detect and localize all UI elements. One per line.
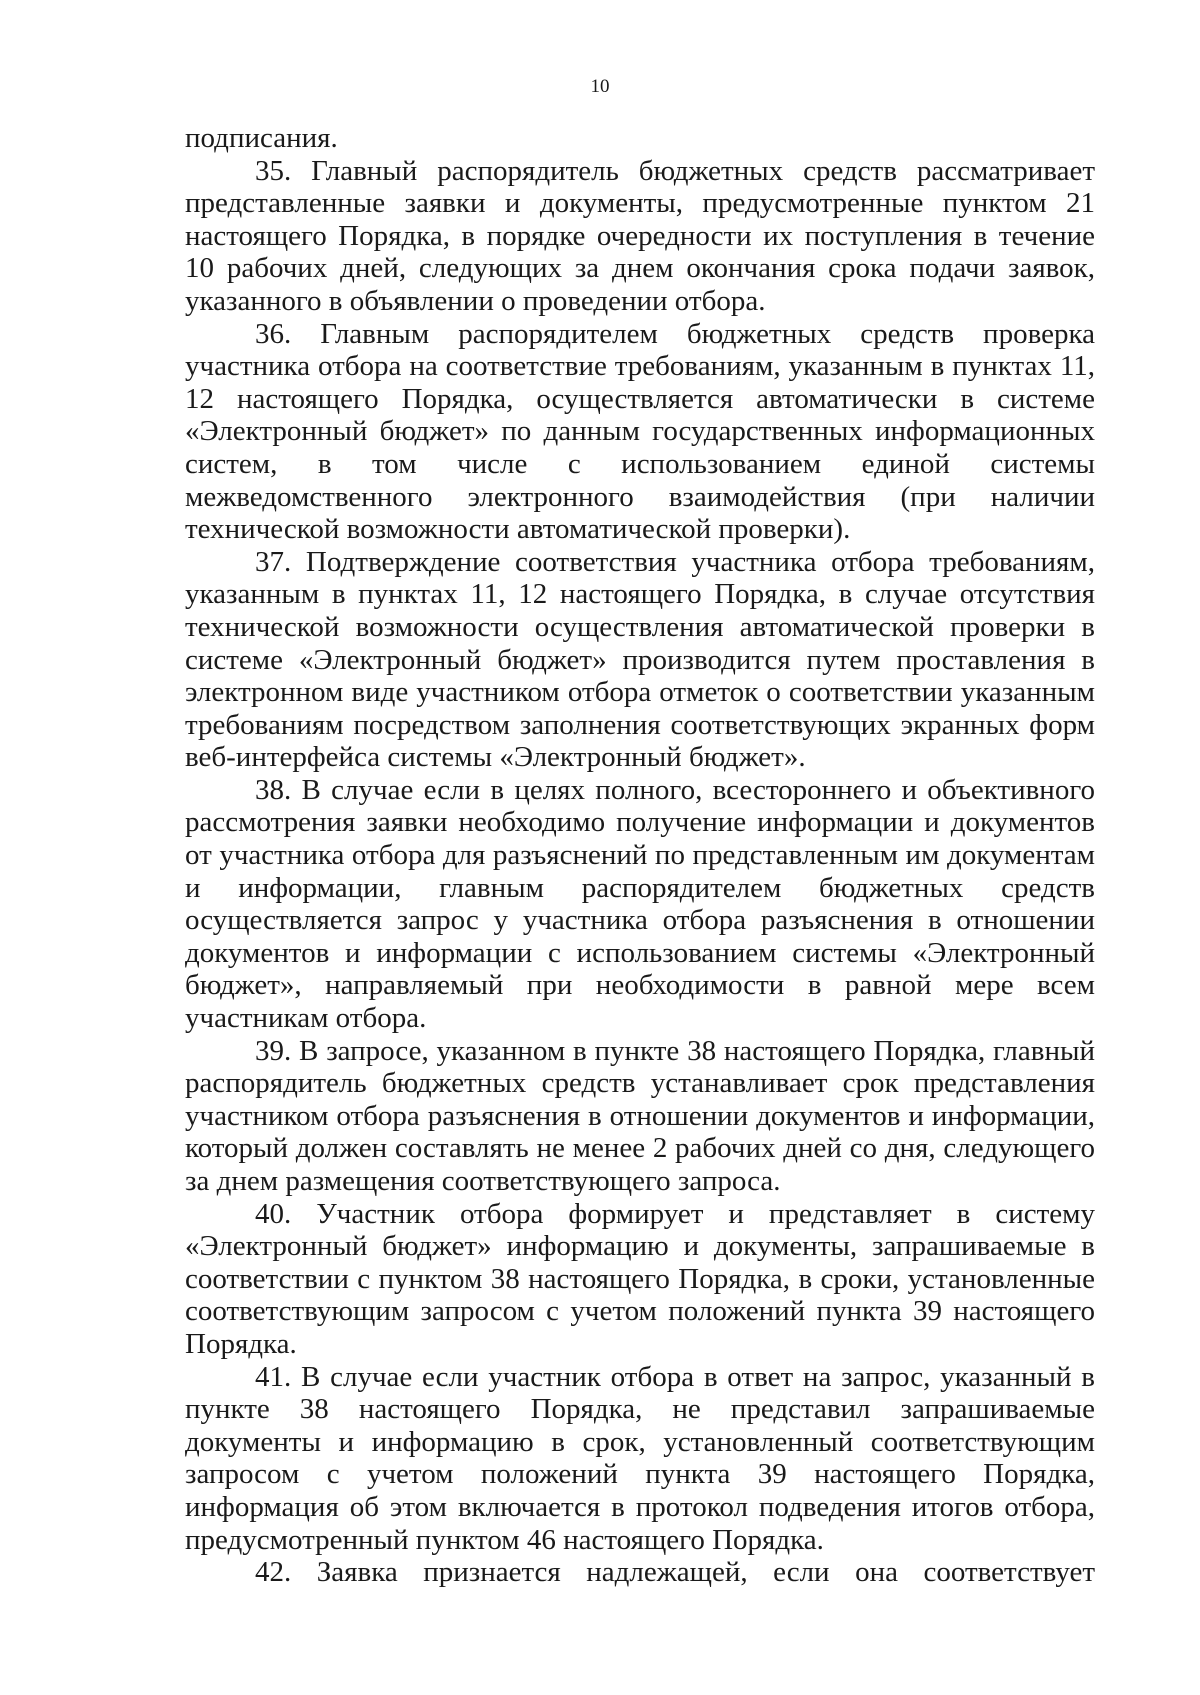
paragraph-item-38: 38. В случае если в целях полного, всестороннего и объективного рассмотрения заявки необходимо получение информации и документов от участника отбора для разъяснений по представленным им документам и информации, главным распорядителем бюджетных средств осуществляется запрос у участника отбора разъяснения в отношении документов и информации с использованием системы «Электронный бюджет», направляемый при необходимости в равной мере всем участникам отбора. (185, 773, 1095, 1035)
paragraph-item-37: 37. Подтверждение соответствия участника отбора требованиям, указанным в пунктах 11, 12 настоящего Порядка, в случае отсутствия технической возможности осуществления автоматической проверки в системе «Электронный бюджет» производится путем проставления в электронном виде участником отбора отметок о соответствии указанным требованиям посредством заполнения соответствующих экранных форм веб-интерфейса системы «Электронный бюджет». (185, 545, 1095, 774)
document-body (185, 122, 1095, 1589)
paragraph-item-40: 40. Участник отбора формирует и представляет в систему «Электронный бюджет» информацию и документы, запрашиваемые в соответствии с пунктом 38 настоящего Порядка, в сроки, установленные соответствующим запросом с учетом положений пункта 39 настоящего Порядка. (185, 1197, 1095, 1360)
paragraph-item-36: 36. Главным распорядителем бюджетных средств проверка участника отбора на соответствие требованиям, указанным в пунктах 11, 12 настоящего Порядка, осуществляется автоматически в системе «Электронный бюджет» по данным государственных информационных систем, в том числе с использованием единой системы межведомственного электронного взаимодействия (при наличии технической возможности автоматической проверки). (185, 317, 1095, 546)
paragraph-continuation: подписания. (185, 122, 338, 154)
paragraph-item-39: 39. В запросе, указанном в пункте 38 настоящего Порядка, главный распорядитель бюджетных средств устанавливает срок представления участником отбора разъяснения в отношении документов и информации, который должен составлять не менее 2 рабочих дней со дня, следующего за днем размещения соответствующего запроса. (185, 1034, 1095, 1197)
page-number: 10 (590, 76, 610, 97)
paragraph-item-42: 42. Заявка признается надлежащей, если она соответствует (255, 1556, 1095, 1589)
paragraph-item-41: 41. В случае если участник отбора в ответ на запрос, указанный в пункте 38 настоящего Порядка, не представил запрашиваемые документы и информацию в срок, установленный соответствующим запросом с учетом положений пункта 39 настоящего Порядка, информация об этом включается в протокол подведения итогов отбора, предусмотренный пунктом 46 настоящего Порядка. (185, 1360, 1095, 1556)
paragraph-item-35: 35. Главный распорядитель бюджетных средств рассматривает представленные заявки и документы, предусмотренные пунктом 21 настоящего Порядка, в порядке очередности их поступления в течение 10 рабочих дней, следующих за днем окончания срока подачи заявок, указанного в объявлении о проведении отбора. (185, 154, 1095, 317)
